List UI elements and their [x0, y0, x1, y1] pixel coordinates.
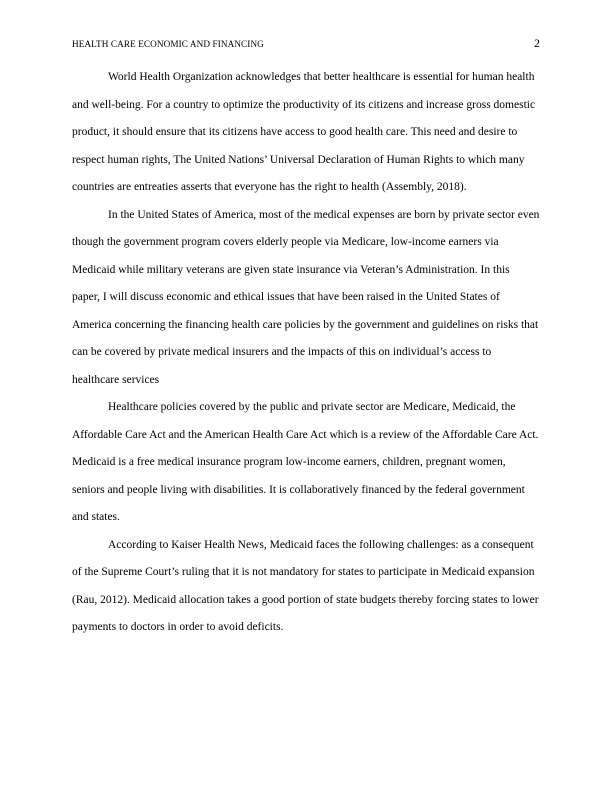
paragraph-who-healthcare: World Health Organization acknowledges that better healthcare is essential for human health and well-being. For a country to optimize the productivity of its citizens and increase gross domestic product, it should ensure that its citizens have access to good health care. This need and desire to respect human rights, The United Nations’ Universal Declaration of Human Rights to which many countries are entreaties asserts that everyone has the right to health (Assembly, 2018).	[72, 71, 536, 193]
page-number: 2	[534, 38, 540, 50]
paragraph-us-medical-expenses: In the United States of America, most of the medical expenses are born by private sector even though the government program covers elderly people via Medicare, low-income earners via Medicaid while military veterans are given state insurance via Veteran’s Administration. In this paper, I will discuss economic and ethical issues that have been raised in the United States of America concerning the financing health care policies by the government and guidelines on risks that can be covered by private medical insurers and the impacts of this on individual’s access to healthcare services	[72, 208, 540, 386]
page-header	[72, 37, 540, 51]
document-body	[72, 64, 540, 642]
paragraph-healthcare-policies: Healthcare policies covered by the public and private sector are Medicare, Medicaid, the Affordable Care Act and the American Health Care Act which is a review of the Affordable Care Act. Medicaid is a free medical insurance program low-income earners, children, pregnant women, seniors and people living with disabilities. It is collaboratively financed by the federal government and states.	[72, 401, 539, 523]
running-head: HEALTH CARE ECONOMIC AND FINANCING	[72, 39, 264, 49]
paragraph-medicaid-challenges: According to Kaiser Health News, Medicaid faces the following challenges: as a consequent of the Supreme Court’s ruling that it is not mandatory for states to participate in Medicaid expansion (Rau, 2012). Medicaid allocation takes a good portion of state budgets thereby forcing states to lower payments to doctors in order to avoid deficits.	[72, 538, 539, 633]
